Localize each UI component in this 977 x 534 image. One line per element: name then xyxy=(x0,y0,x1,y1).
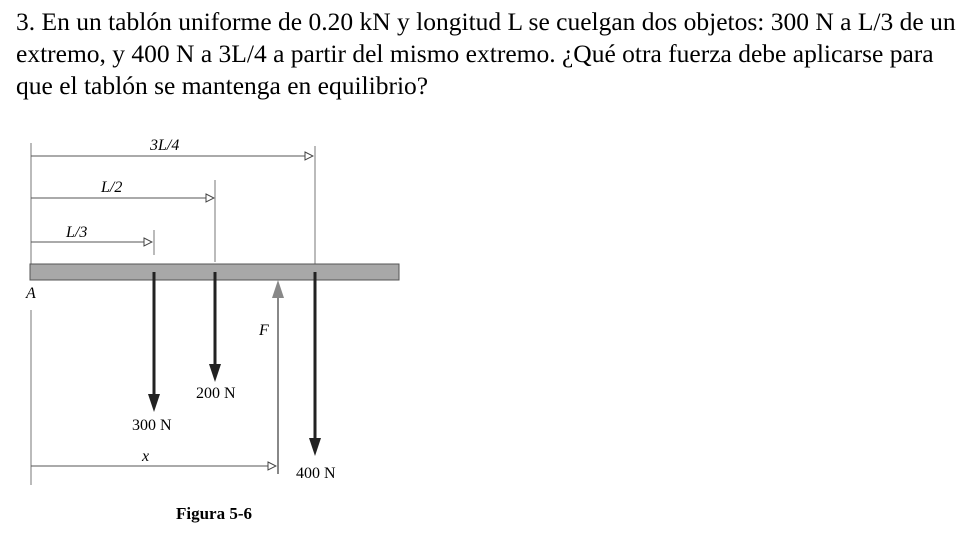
problem-statement: 3. En un tablón uniforme de 0.20 kN y longitud L se cuelgan dos objetos: 300 N a L/3 de un extremo, y 400 N a 3L/4 a partir del mismo extremo. ¿Qué otra fuerza debe aplicarse para que el tablón se mantenga en equilibrio? xyxy=(16,7,956,100)
dimension-x xyxy=(31,448,276,466)
dimension-l2 xyxy=(31,179,215,262)
force-200n-label: 200 N xyxy=(196,385,236,402)
force-400n-label: 400 N xyxy=(296,465,336,482)
figure-caption: Figura 5-6 xyxy=(176,504,253,523)
dimension-l3 xyxy=(31,224,154,255)
dimension-l2-label: L/2 xyxy=(101,179,123,196)
force-300n-label: 300 N xyxy=(132,417,172,434)
dimension-3l4-label: 3L/4 xyxy=(150,137,180,154)
force-f-label: F xyxy=(259,322,269,339)
force-300n-arrow xyxy=(148,272,160,412)
dimension-l3-label: L/3 xyxy=(66,224,88,241)
dimension-3l4 xyxy=(31,137,315,264)
end-label-a: A xyxy=(26,285,36,302)
force-f-arrow xyxy=(272,280,284,474)
dimension-x-label: x xyxy=(142,448,150,465)
force-400n-arrow xyxy=(309,272,321,456)
force-200n-arrow xyxy=(209,272,221,382)
